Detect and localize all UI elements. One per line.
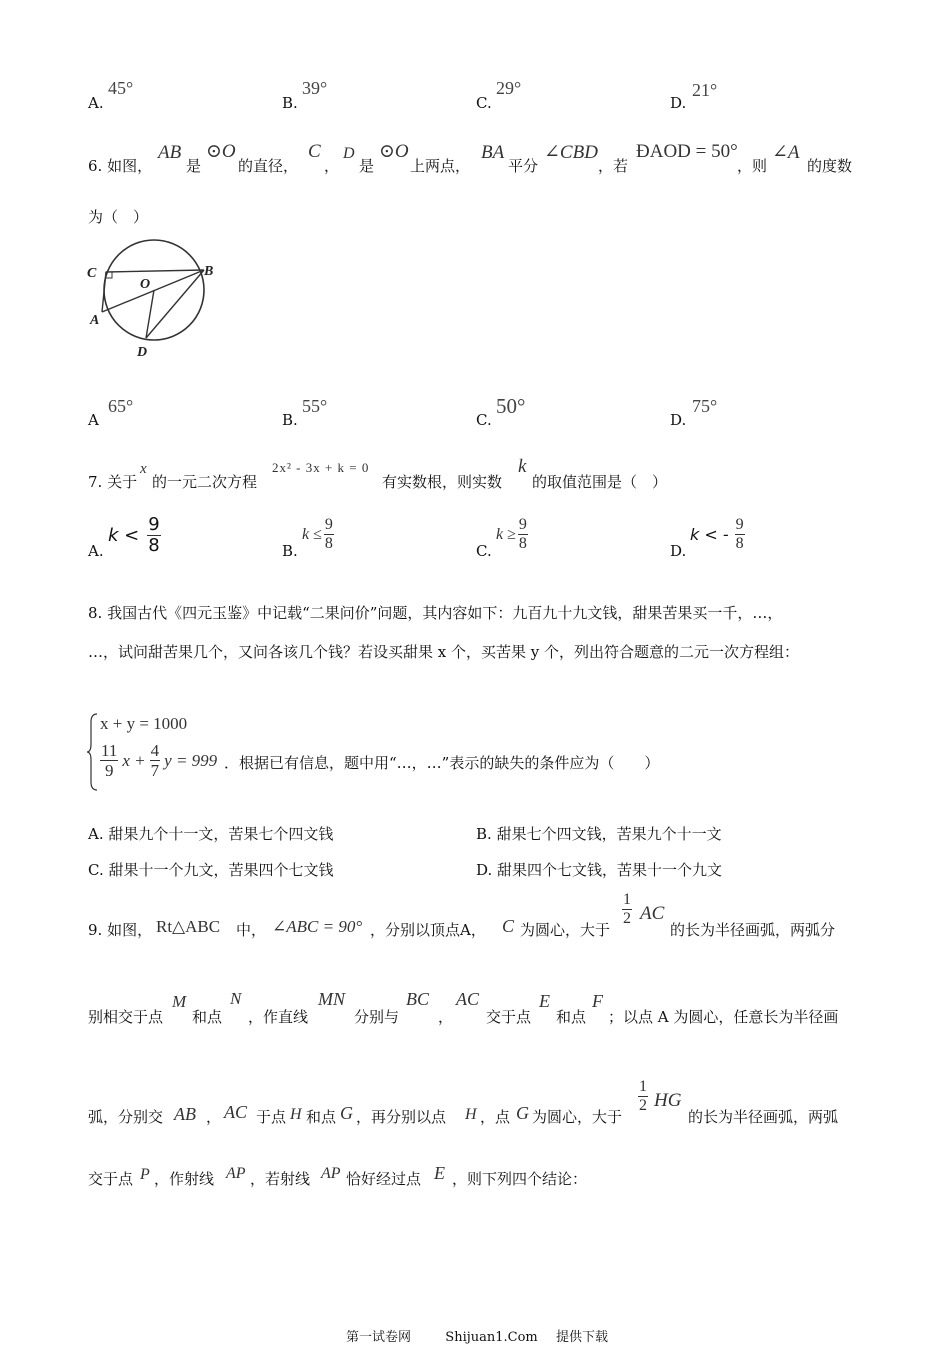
- q7-c-num: 9: [518, 516, 527, 533]
- q8-eq1: x + y = 1000: [100, 714, 188, 733]
- q9-l1-a: 9. 如图，: [88, 921, 153, 939]
- fig-label-d: D: [137, 345, 148, 360]
- q9-AP: AP: [226, 1165, 246, 1182]
- q6-option-a-value: 65°: [108, 396, 134, 416]
- q9-l3-G2: G: [516, 1103, 529, 1123]
- q8-frac2-den: 7: [150, 761, 160, 780]
- q7-option-b-label: B.: [282, 542, 298, 560]
- q9-l3-b: ，: [206, 1108, 222, 1126]
- q9-l4-E: E: [434, 1163, 445, 1183]
- q7-text2: 的一元二次方程: [152, 473, 258, 491]
- footer-provide: 提供下载: [556, 1330, 609, 1345]
- q6-option-d-value: 75°: [692, 396, 718, 416]
- q9-F: F: [592, 991, 603, 1011]
- q9-l3-c: 于点: [256, 1108, 287, 1126]
- q8-option-d-text: 甜果四个七文钱，苦果十一个九文: [497, 861, 723, 879]
- q7-d-fraction: [735, 517, 745, 552]
- q6-angle-a: ∠A: [772, 142, 800, 163]
- q8-frac1-num: 11: [101, 741, 118, 760]
- q6-bisect: 平分: [508, 157, 539, 175]
- q9-l4-c: ，若射线: [250, 1170, 311, 1188]
- q6-is: 是: [186, 157, 202, 175]
- q6-condition: ÐAOD = 50°: [636, 141, 738, 162]
- q9-N: N: [230, 989, 242, 1008]
- q5-option-c-label: C.: [476, 94, 492, 112]
- q8-line1: 8. 我国古代《四元玉鉴》中记载“二果问价”问题，其内容如下：九百九十九文钱，甜果苦果买一千，…，: [88, 604, 783, 622]
- q7-b-num: 9: [324, 516, 333, 533]
- q6-degree-text: 的度数: [807, 157, 853, 175]
- q5-option-a-label: A.: [88, 94, 104, 112]
- q6-comma: ，: [324, 157, 340, 175]
- q6-circle-o: ⊙O: [206, 141, 236, 162]
- q6-diameter: 的直径，: [238, 157, 299, 175]
- q9-l3-f: ，点: [480, 1108, 511, 1126]
- q9-MN: MN: [318, 989, 345, 1009]
- q8-brace: [86, 712, 100, 792]
- fig-label-o: O: [140, 277, 151, 292]
- q9-l3-g: 为圆心，大于: [532, 1108, 623, 1126]
- q7-k: k: [518, 456, 527, 477]
- q9-l3-H2: H: [465, 1106, 477, 1123]
- q7-option-a-expr: [108, 516, 161, 555]
- q9-half-2-num: 1: [639, 1078, 647, 1095]
- footer: [346, 1326, 608, 1345]
- q5-option-d-label: D.: [670, 94, 687, 112]
- q9-l4-a: 交于点: [88, 1170, 134, 1188]
- q8-frac2: [150, 742, 161, 779]
- q9-BC: BC: [406, 989, 430, 1009]
- q5-option-d-value: 21°: [692, 80, 718, 100]
- q9-l2-b: 和点: [192, 1008, 223, 1026]
- q6-option-b-value: 55°: [302, 396, 328, 416]
- fig-label-c: C: [87, 266, 97, 281]
- q8-option-d-label: D.: [476, 861, 493, 879]
- q9-angle-abc: ∠ABC = 90°: [272, 917, 363, 936]
- footer-site: 第一试卷网: [346, 1330, 412, 1345]
- q6-option-b-label: B.: [282, 411, 298, 429]
- q8-line2: …，试问甜苦果几个，又问各该几个钱？若设买甜果 x 个，买苦果 y 个，列出符合题意的二元一次方程组：: [88, 643, 800, 661]
- q9-rt-abc: Rt△ABC: [156, 917, 221, 936]
- q5-option-c-value: 29°: [496, 78, 522, 98]
- q8-option-c-text: 甜果十一个九文，苦果四个七文钱: [108, 861, 334, 879]
- q6-d: D: [343, 145, 355, 162]
- diameter-ab: [102, 270, 204, 312]
- q7-b-fraction: [324, 517, 334, 552]
- q7-a-den: 8: [148, 535, 160, 556]
- q8-option-a: [88, 823, 333, 844]
- q9-l3-h: 的长为半径画弧，两弧: [688, 1108, 839, 1126]
- q7-a-num: 9: [148, 514, 160, 535]
- q6-ba: BA: [481, 142, 505, 163]
- q9-l1-C: C: [502, 916, 515, 936]
- q7-c-lhs: k ≥: [496, 525, 516, 543]
- q7-d-num: 9: [735, 516, 744, 533]
- q7-text4: 的取值范围是（ ）: [532, 473, 668, 491]
- q7-intro: 7. 关于: [88, 473, 138, 491]
- q6-circle-figure: [84, 232, 224, 362]
- q8-option-c: [88, 859, 334, 880]
- q6-if: ，若: [598, 157, 629, 175]
- q7-d-lhs: k < -: [690, 525, 729, 544]
- q6-then: ，则: [737, 157, 768, 175]
- q9-M: M: [172, 992, 187, 1011]
- q9-l3-G: G: [340, 1103, 353, 1123]
- q9-l4-e: ，则下列四个结论：: [452, 1170, 588, 1188]
- q7-b-den: 8: [324, 535, 333, 552]
- q7-a-lhs: k <: [108, 525, 140, 546]
- q9-l2-c: ，作直线: [248, 1008, 309, 1026]
- q9-half-1-num: 1: [623, 891, 631, 908]
- fig-label-a: A: [90, 313, 100, 328]
- q9-l2-f: 交于点: [486, 1008, 532, 1026]
- q9-half-1-den: 2: [623, 910, 631, 927]
- q9-l2-g: 和点: [556, 1008, 587, 1026]
- q6-option-a-label: A: [88, 411, 99, 429]
- q9-l3-H: H: [290, 1106, 302, 1123]
- q9-l1-e: 的长为半径画弧，两弧分: [670, 921, 836, 939]
- q9-l1-d: 为圆心，大于: [520, 921, 611, 939]
- q9-half-1: [622, 892, 632, 927]
- q6-option-d-label: D.: [670, 411, 687, 429]
- q9-l1-AC: AC: [640, 903, 665, 924]
- q8-option-a-label: A.: [88, 825, 104, 843]
- q8-frac1-den: 9: [104, 761, 114, 780]
- q7-x: x: [140, 461, 147, 477]
- q8-eq2-end: y = 999: [164, 750, 218, 770]
- q7-c-fraction: [518, 517, 528, 552]
- q7-option-d-label: D.: [670, 542, 687, 560]
- chord-db: [146, 270, 204, 338]
- q7-b-lhs: k ≤: [302, 525, 322, 543]
- q8-after: ．根据已有信息，题中用“…，…”表示的缺失的条件应为（ ）: [224, 754, 660, 772]
- q5-option-b-value: 39°: [302, 78, 328, 98]
- q8-option-c-label: C.: [88, 861, 104, 879]
- q9-l3-HG: HG: [654, 1090, 682, 1111]
- q9-E: E: [539, 991, 550, 1011]
- q7-d-den: 8: [735, 535, 744, 552]
- q5-option-a-value: 45°: [108, 78, 134, 98]
- q8-option-b-label: B.: [476, 825, 492, 843]
- q9-l1-b: 中，: [236, 921, 267, 939]
- q9-l3-AC: AC: [224, 1102, 248, 1122]
- q8-frac2-num: 4: [150, 741, 160, 760]
- q9-half-2: [638, 1079, 648, 1114]
- q9-l3-e: ，再分别以点: [356, 1108, 447, 1126]
- q9-AP2: AP: [321, 1165, 341, 1182]
- q5-option-b-label: B.: [282, 94, 298, 112]
- q9-half-2-den: 2: [639, 1097, 647, 1114]
- q9-l4-d: 恰好经过点: [346, 1170, 422, 1188]
- q9-l2-AC: AC: [456, 989, 480, 1009]
- q8-eq2: [100, 742, 217, 779]
- q7-option-b-expr: [302, 517, 334, 552]
- q7-option-d-expr: [690, 517, 745, 552]
- q6-ab: AB: [158, 142, 182, 163]
- q6-option-c-value: 50°: [496, 394, 526, 418]
- q9-l3-a: 弧，分别交: [88, 1108, 164, 1126]
- q9-l2-d: 分别与: [354, 1008, 400, 1026]
- chord-cb: [106, 270, 204, 272]
- q7-option-c-label: C.: [476, 542, 492, 560]
- chord-ca: [102, 272, 106, 312]
- q6-c: C: [308, 141, 321, 162]
- q6-two-points: 上两点，: [410, 157, 471, 175]
- q6-angle-cbd: ∠CBD: [544, 142, 598, 163]
- q8-option-b: [476, 823, 722, 844]
- q7-text3: 有实数根，则实数: [382, 473, 503, 491]
- q7-equation: 2x² - 3x + k = 0: [272, 460, 370, 475]
- q9-l4-b: ，作射线: [154, 1170, 215, 1188]
- q9-l1-c: ，分别以顶点A，: [370, 921, 486, 939]
- q9-l3-d: 和点: [306, 1108, 337, 1126]
- q7-a-fraction: [147, 516, 160, 555]
- q8-option-b-text: 甜果七个四文钱，苦果九个十一文: [496, 825, 722, 843]
- q8-frac1: [100, 742, 118, 779]
- q9-l3-AB: AB: [174, 1104, 196, 1124]
- q6-option-c-label: C.: [476, 411, 492, 429]
- q9-l2-h: ；以点 A 为圆心，任意长为半径画: [608, 1008, 839, 1026]
- q7-c-den: 8: [518, 535, 527, 552]
- q9-l2-e: ，: [438, 1008, 454, 1026]
- footer-domain[interactable]: Shijuan1.Com: [445, 1330, 538, 1345]
- q8-option-a-text: 甜果九个十一文，苦果七个四文钱: [108, 825, 334, 843]
- q6-line2: 为（ ）: [88, 208, 149, 226]
- q7-option-c-expr: [496, 517, 528, 552]
- q6-intro: 6. 如图，: [88, 157, 153, 175]
- q7-option-a-label: A.: [88, 542, 104, 560]
- q9-P: P: [140, 1166, 150, 1183]
- q8-eq2-mid: x +: [122, 750, 146, 770]
- q6-circle-o2: ⊙O: [379, 141, 409, 162]
- q8-option-d: [476, 859, 722, 880]
- fig-label-b: B: [204, 264, 214, 279]
- q9-l2-a: 别相交于点: [88, 1008, 164, 1026]
- q6-is2: 是: [359, 157, 375, 175]
